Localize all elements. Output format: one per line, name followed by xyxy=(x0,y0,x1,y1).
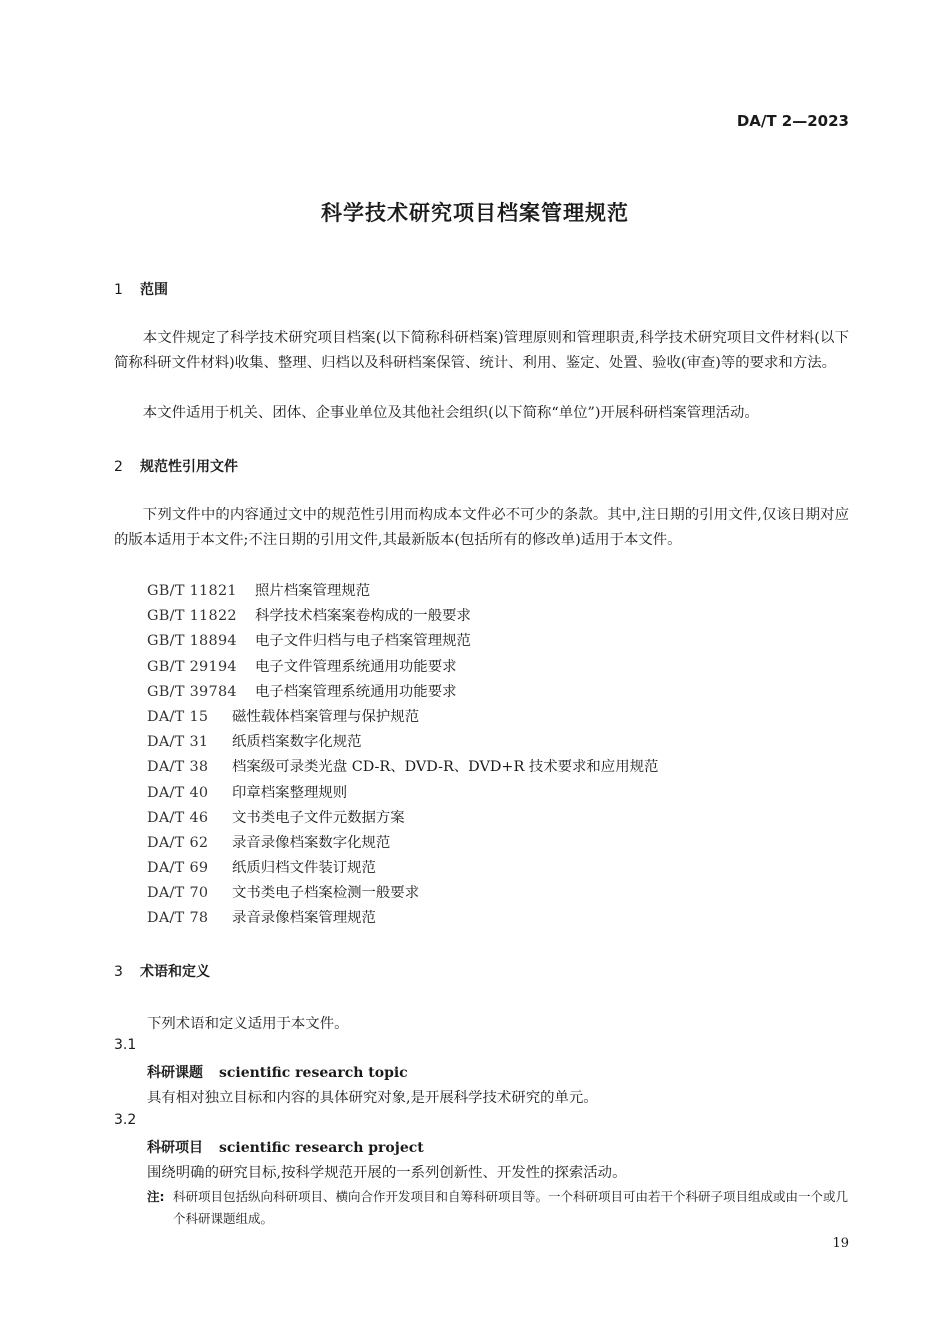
reference-item xyxy=(147,579,658,604)
reference-title: 档案级可录类光盘 CD-R、DVD-R、DVD+R 技术要求和应用规范 xyxy=(232,759,659,776)
reference-title: 电子文件归档与电子档案管理规范 xyxy=(255,633,471,650)
reference-title: 科学技术档案案卷构成的一般要求 xyxy=(255,608,471,625)
section-number: 2 xyxy=(114,459,123,475)
reference-title: 电子文件管理系统通用功能要求 xyxy=(255,658,457,675)
term-definition: 围绕明确的研究目标,按科学规范开展的一系列创新性、开发性的探索活动。 xyxy=(147,1165,627,1181)
references-intro: 下列文件中的内容通过文中的规范性引用而构成本文件必不可少的条款。其中,注日期的引用文件,仅该日期对应的版本适用于本文件;不注日期的引用文件,其最新版本(包括所有的修改单)适用于本文件。 xyxy=(114,507,849,549)
term-heading xyxy=(147,1062,408,1082)
reference-code: GB/T 11822 xyxy=(147,608,237,625)
reference-item xyxy=(147,705,658,730)
reference-item xyxy=(147,881,658,906)
reference-list xyxy=(147,579,658,932)
reference-title: 照片档案管理规范 xyxy=(255,583,371,599)
reference-item xyxy=(147,730,658,755)
reference-item xyxy=(147,755,658,780)
scope-paragraph-1: 本文件规定了科学技术研究项目档案(以下简称科研档案)管理原则和管理职责,科学技术研究项目文件材料(以下简称科研文件材料)收集、整理、归档以及科研档案保管、统计、利用、鉴定、处置、验收(审查)等的要求和方法。 xyxy=(114,330,849,372)
section-number: 1 xyxy=(114,282,123,298)
reference-code: DA/T 40 xyxy=(147,784,209,801)
reference-item xyxy=(147,655,658,680)
reference-code: GB/T 18894 xyxy=(147,633,237,650)
reference-code: DA/T 62 xyxy=(147,834,209,851)
section-2-heading xyxy=(114,456,238,476)
reference-item xyxy=(147,604,658,629)
document-title: 科学技术研究项目档案管理规范 xyxy=(321,201,629,225)
reference-code: GB/T 39784 xyxy=(147,683,237,700)
reference-code: GB/T 11821 xyxy=(147,583,237,599)
reference-code: DA/T 69 xyxy=(147,860,209,877)
reference-item xyxy=(147,680,658,705)
reference-title: 印章档案整理规则 xyxy=(232,784,348,801)
section-3-heading xyxy=(114,961,210,981)
term-number: 3.2 xyxy=(114,1112,137,1128)
reference-code: DA/T 70 xyxy=(147,885,209,902)
reference-title: 电子档案管理系统通用功能要求 xyxy=(255,683,457,700)
standard-code: DA/T 2—2023 xyxy=(736,112,849,130)
term-heading xyxy=(147,1137,424,1157)
section-title: 术语和定义 xyxy=(140,964,210,980)
reference-item xyxy=(147,906,658,931)
reference-code: DA/T 31 xyxy=(147,734,209,751)
term-number: 3.1 xyxy=(114,1037,137,1053)
reference-code: GB/T 29194 xyxy=(147,658,237,675)
reference-title: 纸质归档文件装订规范 xyxy=(232,860,376,877)
reference-title: 文书类电子档案检测一般要求 xyxy=(232,885,420,902)
reference-item xyxy=(147,831,658,856)
section-title: 规范性引用文件 xyxy=(140,459,238,475)
reference-title: 录音录像档案数字化规范 xyxy=(232,834,391,851)
section-1-heading xyxy=(114,279,168,299)
terms-intro: 下列术语和定义适用于本文件。 xyxy=(147,1016,349,1032)
reference-title: 文书类电子文件元数据方案 xyxy=(232,809,405,826)
reference-item xyxy=(147,806,658,831)
term-chinese: 科研课题 xyxy=(147,1065,203,1081)
reference-item xyxy=(147,629,658,654)
note-text: 科研项目包括纵向科研项目、横向合作开发项目和自筹科研项目等。一个科研项目可由若干个科研子项目组成或由一个或几个科研课题组成。 xyxy=(173,1189,849,1226)
section-title: 范围 xyxy=(140,282,168,298)
section-number: 3 xyxy=(114,964,123,980)
term-definition: 具有相对独立目标和内容的具体研究对象,是开展科学技术研究的单元。 xyxy=(147,1090,598,1106)
scope-paragraph-2: 本文件适用于机关、团体、企事业单位及其他社会组织(以下简称“单位”)开展科研档案管理活动。 xyxy=(142,405,759,421)
reference-title: 纸质档案数字化规范 xyxy=(232,734,362,751)
page-number: 19 xyxy=(832,1236,849,1251)
note-label: 注: xyxy=(147,1189,165,1204)
reference-code: DA/T 46 xyxy=(147,809,209,826)
reference-item xyxy=(147,781,658,806)
reference-title: 录音录像档案管理规范 xyxy=(232,910,376,927)
term-chinese: 科研项目 xyxy=(147,1140,203,1156)
term-english: scientific research topic xyxy=(219,1065,408,1081)
term-english: scientific research project xyxy=(219,1140,424,1156)
reference-title: 磁性载体档案管理与保护规范 xyxy=(232,708,420,725)
reference-item xyxy=(147,856,658,881)
reference-code: DA/T 15 xyxy=(147,708,209,725)
reference-code: DA/T 78 xyxy=(147,910,209,927)
term-note xyxy=(147,1186,850,1230)
reference-code: DA/T 38 xyxy=(147,759,209,776)
